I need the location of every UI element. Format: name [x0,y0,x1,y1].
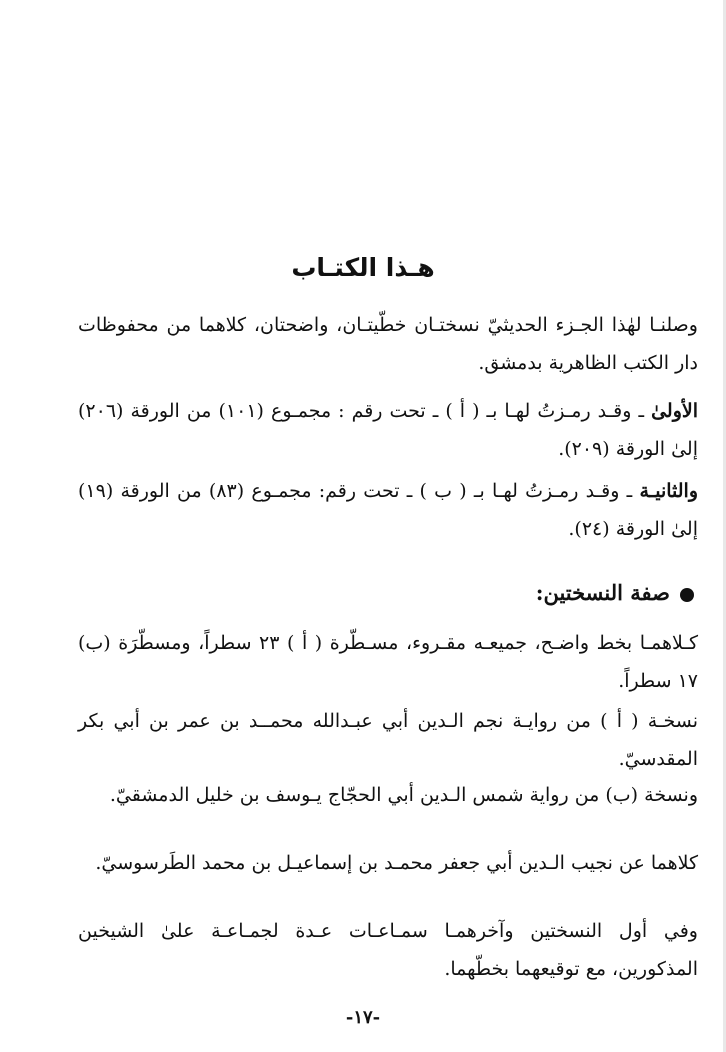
section-heading [78,574,694,612]
page-title: هـذا الكتـاب [291,253,435,282]
first-manuscript-text: ـ وقـد رمـزتُ لهـا بـ ( أ ) ـ تحت رقم : مجمـوع (١٠١) من الورقة (٢٠٦) إلىٰ الورقة (٢٠٩). [78,400,698,460]
description-paragraph-4: كلاهما عن نجيب الـدين أبي جعفر محمـد بن إسماعيـل بن محمد الطَرسوسيّ. [95,852,698,874]
description-paragraph-2: نسخـة ( أ ) من روايـة نجم الـدين أبي عبـدالله محمــد بن عمر بن أبي بكر المقدسيّ. [78,710,698,770]
second-manuscript-label: والثانيـة [639,480,699,502]
description-paragraph-3: ونسخة (ب) من رواية شمس الـدين أبي الحجّاج يـوسف بن خليل الدمشقيّ. [109,784,698,806]
second-manuscript-text: ـ وقـد رمـزتُ لهـا بـ ( ب ) ـ تحت رقم: مجمـوع (٨٣) من الورقة (١٩) إلىٰ الورقة (٢٤). [78,480,698,540]
page-number: -١٧- [345,1007,381,1028]
bullet-icon [680,588,694,602]
description-paragraph-1: كـلاهمـا بخط واضـح، جميعـه مقـروء، مسـطّرة ( أ ) ٢٣ سطراً، ومسطّرَة (ب) ١٧ سطراً. [78,632,698,692]
section-heading-text: صفة النسختين: [535,580,670,605]
description-paragraph-5: وفي أول النسختين وآخرهمـا سمـاعـات عـدة لجمـاعـة علىٰ الشيخين المذكورين، مع توقيعهما بخطّهما. [78,920,698,980]
first-manuscript-label: الأولىٰ [651,400,698,422]
first-manuscript-paragraph [78,392,698,468]
second-manuscript-paragraph [78,472,698,548]
intro-paragraph: وصلنـا لهٰذا الجـزء الحديثيّ نسختـان خطّيتـان، واضحتان، كلاهما من محفوظات دار الكتب الظاهرية بدمشق. [78,314,698,374]
